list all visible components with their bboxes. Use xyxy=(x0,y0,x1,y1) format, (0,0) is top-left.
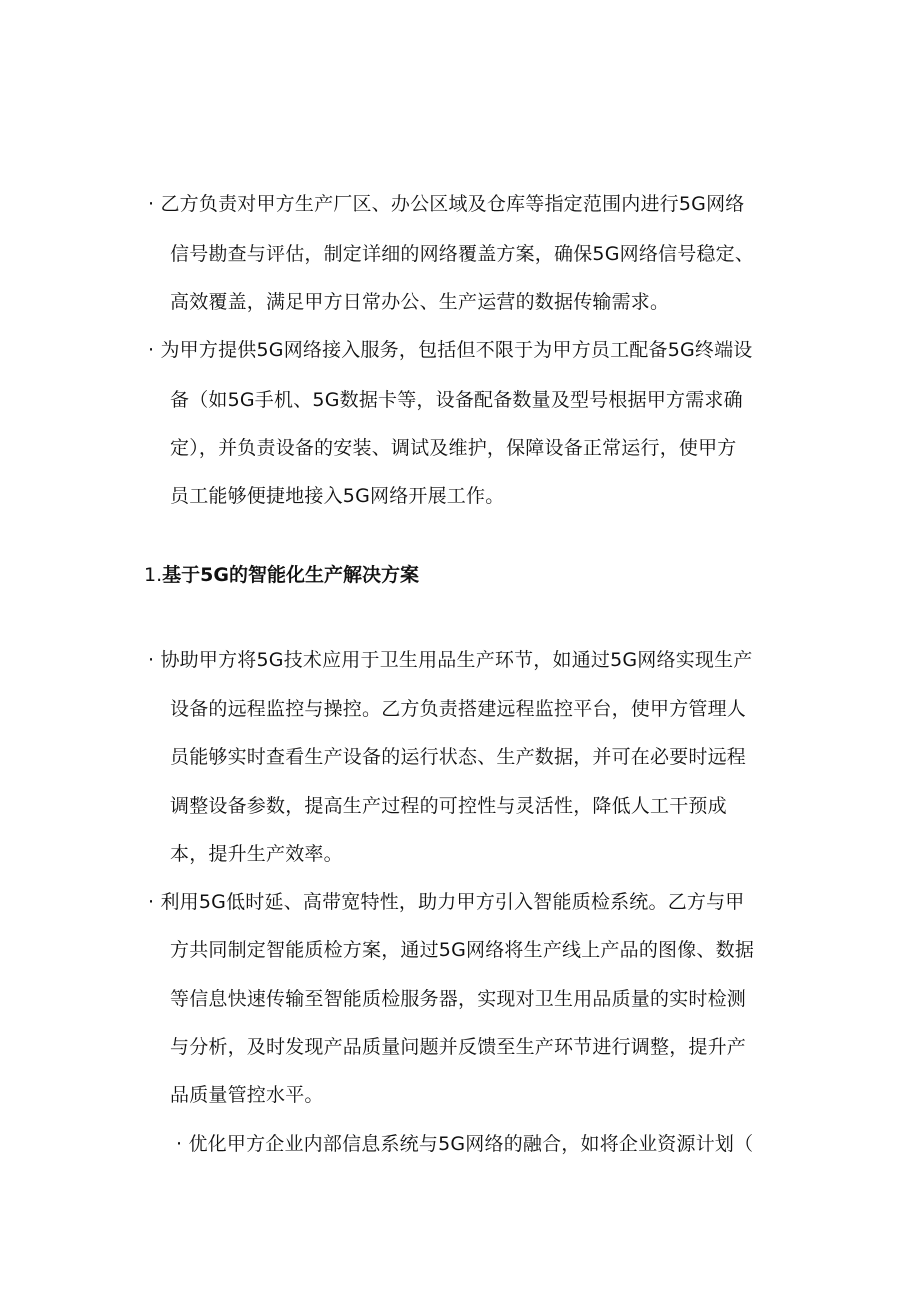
paragraph-3-line-4: 调整设备参数，提高生产过程的可控性与灵活性，降低人工干预成 xyxy=(170,795,727,817)
paragraph-4-line-4: 与分析，及时发现产品质量问题并反馈至生产环节进行调整，提升产 xyxy=(170,1036,747,1058)
paragraph-1-line-3: 高效覆盖，满足甲方日常办公、生产运营的数据传输需求。 xyxy=(170,291,670,313)
paragraph-3-line-3: 员能够实时查看生产设备的运行状态、生产数据，并可在必要时远程 xyxy=(170,746,747,768)
paragraph-3-line-5: 本，提升生产效率。 xyxy=(170,843,343,865)
section-heading-number: 1. xyxy=(144,564,163,586)
paragraph-4-line-1: · 利用5G低时延、高带宽特性，助力甲方引入智能质检系统。乙方与甲 xyxy=(148,891,745,913)
paragraph-1-line-1: · 乙方负责对甲方生产厂区、办公区域及仓库等指定范围内进行5G网络 xyxy=(148,193,745,215)
paragraph-2-line-1: · 为甲方提供5G网络接入服务，包括但不限于为甲方员工配备5G终端设 xyxy=(148,339,753,361)
paragraph-4-line-5: 品质量管控水平。 xyxy=(170,1084,324,1106)
paragraph-4-line-2: 方共同制定智能质检方案，通过5G网络将生产线上产品的图像、数据 xyxy=(170,939,755,961)
paragraph-1-line-2: 信号勘查与评估，制定详细的网络覆盖方案，确保5G网络信号稳定、 xyxy=(170,243,755,265)
section-heading xyxy=(144,563,419,587)
section-heading-title: 基于5G的智能化生产解决方案 xyxy=(162,564,419,586)
paragraph-2-line-2: 备（如5G手机、5G数据卡等，设备配备数量及型号根据甲方需求确 xyxy=(170,389,743,411)
paragraph-4-line-3: 等信息快速传输至智能质检服务器，实现对卫生用品质量的实时检测 xyxy=(170,988,747,1010)
paragraph-2-line-3: 定），并负责设备的安装、调试及维护，保障设备正常运行，使甲方 xyxy=(170,437,737,459)
paragraph-5-line-1: · 优化甲方企业内部信息系统与5G网络的融合，如将企业资源计划（ xyxy=(176,1133,754,1155)
paragraph-2-line-4: 员工能够便捷地接入5G网络开展工作。 xyxy=(170,485,505,507)
paragraph-3-line-1: · 协助甲方将5G技术应用于卫生用品生产环节，如通过5G网络实现生产 xyxy=(148,649,753,671)
paragraph-3-line-2: 设备的远程监控与操控。乙方负责搭建远程监控平台，使甲方管理人 xyxy=(170,698,747,720)
